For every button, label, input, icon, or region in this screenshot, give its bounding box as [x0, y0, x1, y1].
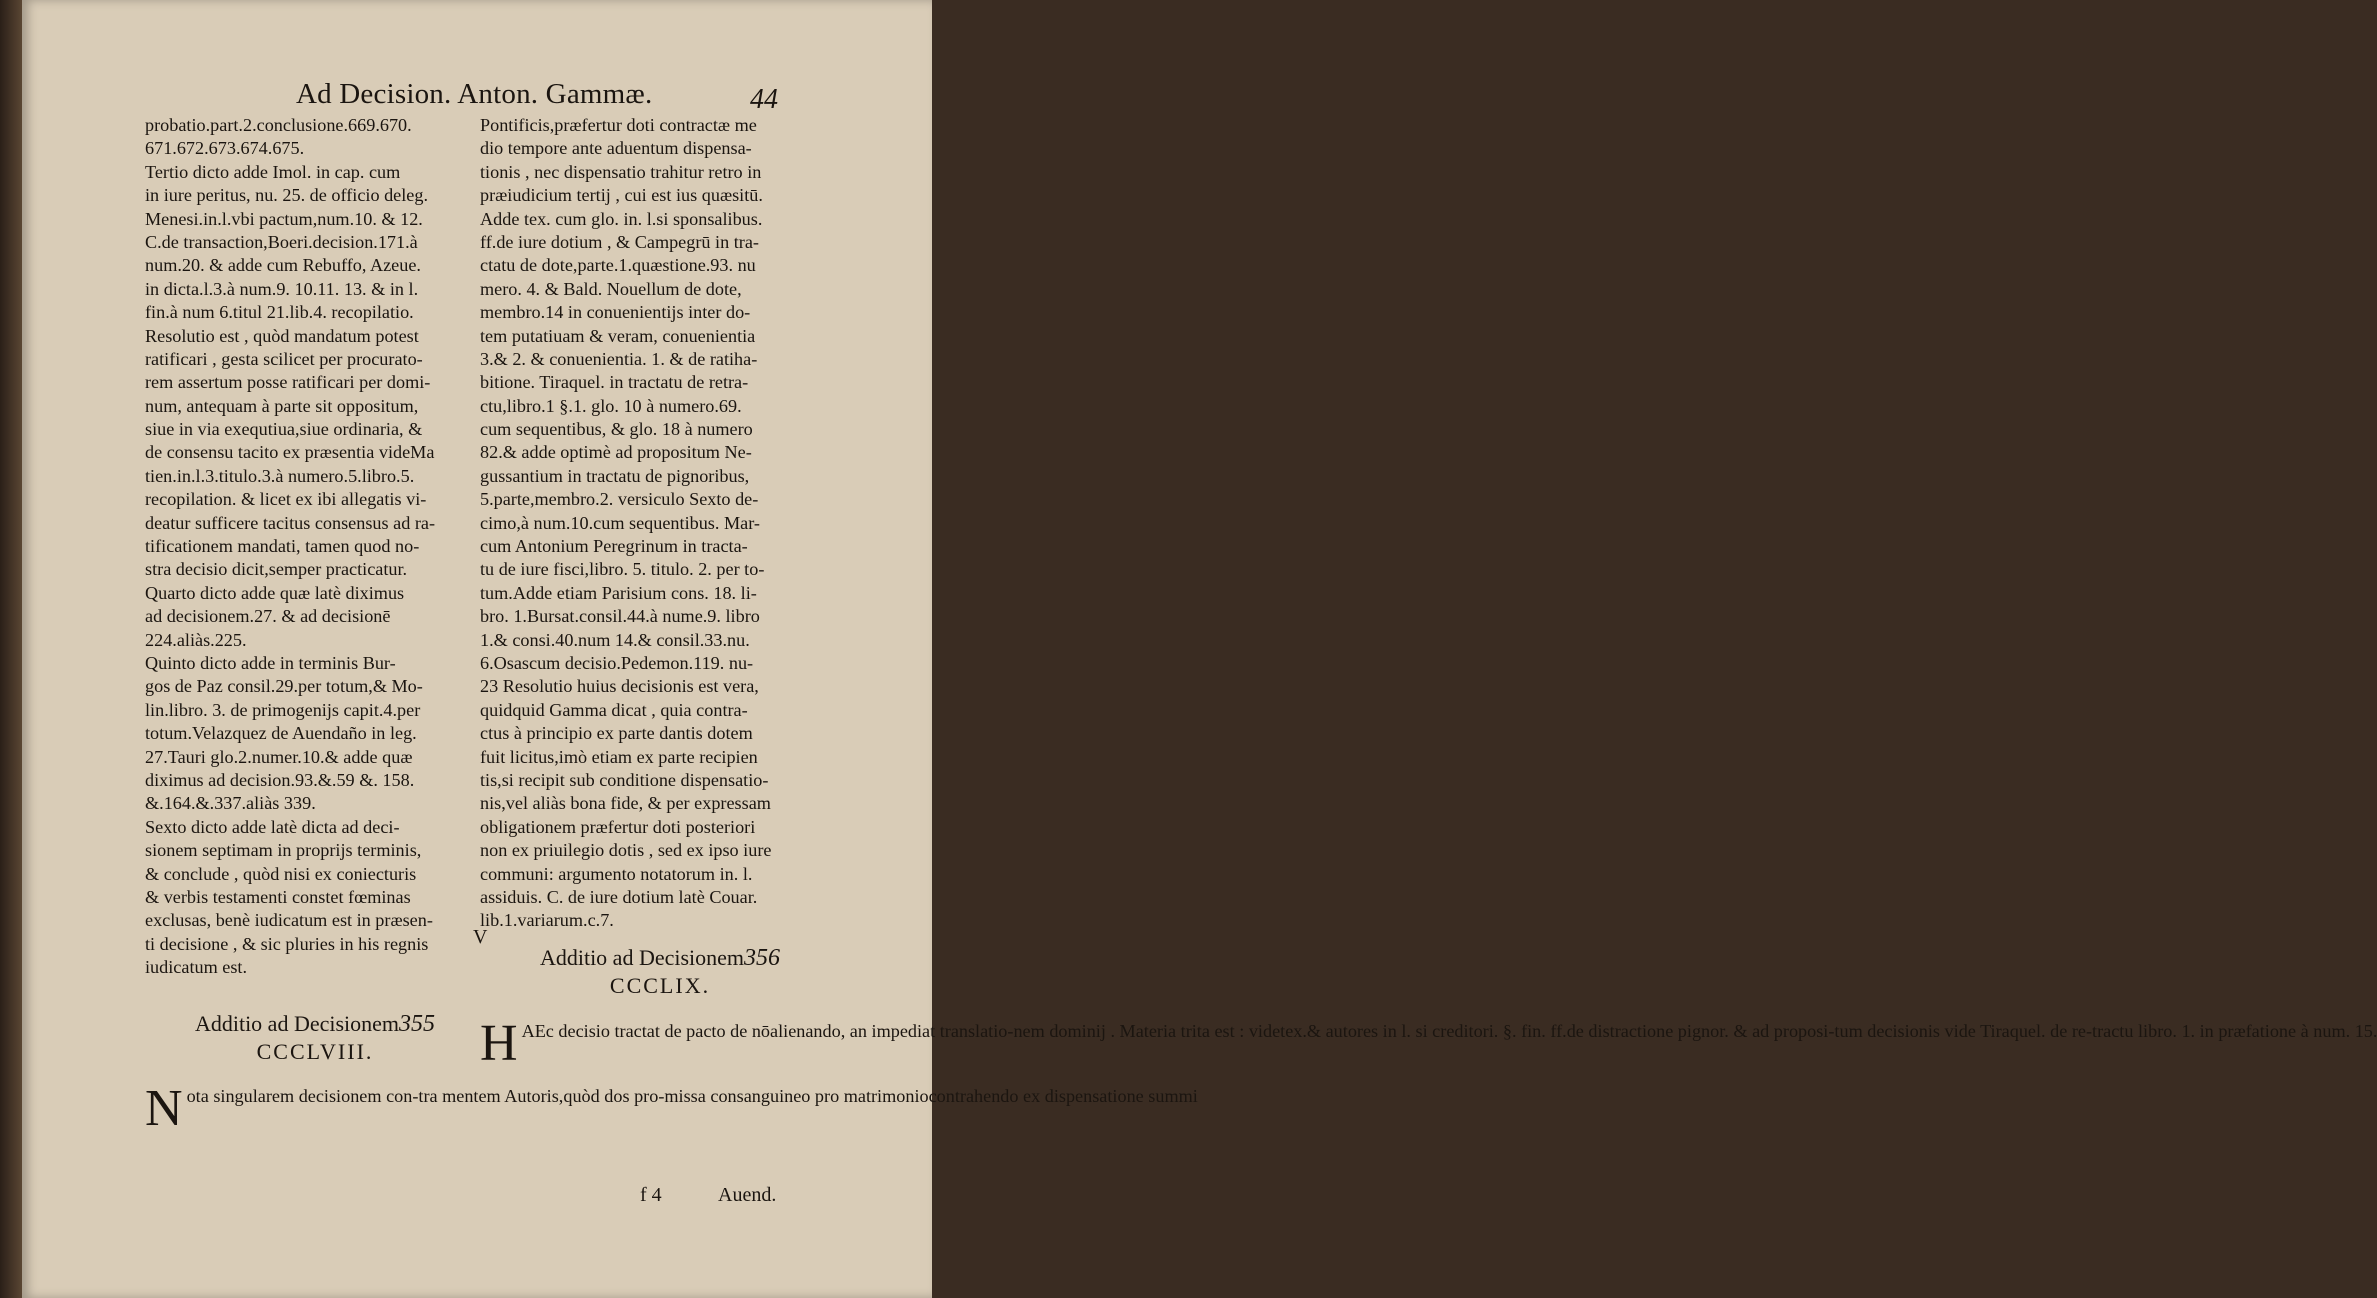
- text-line: ff.de iure dotium , & Campegrū in tra-: [480, 231, 759, 252]
- page-binding-edge: [0, 0, 22, 1298]
- text-line: dio tempore ante aduentum dispensa-: [480, 138, 752, 159]
- text-line: bitione. Tiraquel. in tractatu de retra-: [480, 372, 749, 393]
- handwritten-number-355: 355: [399, 1011, 436, 1037]
- text-line: Resolutio est , quòd mandatum potest: [145, 325, 419, 346]
- text-line: num, antequam à parte sit oppositum,: [145, 395, 419, 416]
- text-line: tien.in.l.3.titulo.3.à numero.5.libro.5.: [145, 465, 415, 486]
- section-359-body: [480, 1015, 2377, 1072]
- text-line: fin.à num 6.titul 21.lib.4. recopilatio.: [145, 302, 414, 323]
- text-line: membro.14 in conuenientijs inter do-: [480, 302, 751, 323]
- text-line: de consensu tacito ex præsentia videMa: [145, 442, 435, 463]
- text-line: de distractione pignor. & ad proposi-: [1566, 1021, 1835, 1041]
- text-line: & conclude , quòd nisi ex coniecturis: [145, 863, 417, 884]
- text-line: mero. 4. & Bald. Nouellum de dote,: [480, 278, 742, 299]
- text-line: lin.libro. 3. de primogenijs capit.4.per: [145, 699, 421, 720]
- text-line: ad decisionem.27. & ad decisionē: [145, 606, 391, 627]
- text-line: lib.1.variarum.c.7.: [480, 910, 614, 931]
- text-line: 671.672.673.674.675.: [145, 138, 305, 159]
- text-line: exclusas, benè iudicatum est in præsen-: [145, 910, 433, 931]
- text-line: gussantium in tractatu de pignoribus,: [480, 465, 750, 486]
- text-line: obligationem præfertur doti posteriori: [480, 816, 756, 837]
- dropcap-h: H: [480, 1015, 518, 1072]
- text-line: stra decisio dicit,semper practicatur.: [145, 559, 408, 580]
- text-line: C.de transaction,Boeri.decision.171.à: [145, 231, 418, 252]
- text-line: &.164.&.337.aliàs 339.: [145, 793, 316, 814]
- section-358-body: [145, 1080, 1198, 1137]
- handwritten-number-356: 356: [744, 945, 781, 971]
- text-line: bro. 1.Bursat.consil.44.à nume.9. libro: [480, 606, 760, 627]
- text-line: recopilation. & licet ex ibi allegatis vi-: [145, 489, 427, 510]
- catchword: Auend.: [718, 1184, 777, 1206]
- text-line: 3.& 2. & conuenientia. 1. & de ratiha-: [480, 348, 758, 369]
- signature-mark: f 4: [640, 1184, 662, 1206]
- text-line: diximus ad decision.93.&.59 &. 158.: [145, 769, 415, 790]
- text-line: num.20. & adde cum Rebuffo, Azeue.: [145, 255, 421, 276]
- text-line: in dicta.l.3.à num.9. 10.11. 13. & in l.: [145, 278, 419, 299]
- text-line: tra mentem Autoris,quòd dos pro-: [418, 1086, 665, 1106]
- text-line: 27.Tauri glo.2.numer.10.& adde quæ: [145, 746, 413, 767]
- text-line: non ex priuilegio dotis , sed ex ipso iure: [480, 840, 772, 861]
- text-line: ctu,libro.1 §.1. glo. 10 à numero.69.: [480, 395, 742, 416]
- left-column: [145, 114, 463, 979]
- text-line: Pontificis,præfertur doti contractæ me: [480, 115, 757, 135]
- text-line: missa consanguineo pro matrimonio: [664, 1086, 929, 1106]
- section-359-title: Additio ad Decisionem: [539, 945, 745, 970]
- text-line: Adde tex. cum glo. in. l.si sponsalibus.: [480, 208, 763, 229]
- running-header: Ad Decision. Anton. Gammæ.: [296, 78, 653, 110]
- text-line: gos de Paz consil.29.per totum,& Mo-: [145, 676, 423, 697]
- text-line: AEc decisio tractat de pacto de nō: [521, 1021, 771, 1041]
- text-line: 5.parte,membro.2. versiculo Sexto de-: [480, 489, 759, 510]
- text-line: 6.Osascum decisio.Pedemon.119. nu-: [480, 652, 754, 673]
- text-line: contrahendo ex dispensatione summi: [928, 1086, 1198, 1106]
- text-line: iudicatum est.: [145, 957, 248, 978]
- text-line: Quarto dicto adde quæ latè diximus: [145, 582, 405, 603]
- text-line: tis,si recipit sub conditione dispensatio-: [480, 769, 769, 790]
- text-line: 1.& consi.40.num 14.& consil.33.nu.: [480, 629, 750, 650]
- text-line: tem putatiuam & veram, conuenientia: [480, 325, 756, 346]
- text-line: 23 Resolutio huius decisionis est vera,: [480, 676, 759, 697]
- text-line: Tertio dicto adde Imol. in cap. cum: [145, 161, 401, 182]
- text-line: Sexto dicto adde latè dicta ad deci-: [145, 816, 400, 837]
- text-line: tum.Adde etiam Parisium cons. 18. li-: [480, 582, 757, 603]
- text-line: communi: argumento notatorum in. l.: [480, 863, 753, 884]
- text-line: 82.& adde optimè ad propositum Ne-: [480, 442, 752, 463]
- text-line: nis,vel aliàs bona fide, & per expressam: [480, 793, 771, 814]
- text-line: sionem septimam in proprijs terminis,: [145, 840, 422, 861]
- right-column: [480, 114, 792, 933]
- text-line: tractu libro. 1. in præfatione à num. 15.: [2092, 1021, 2377, 1041]
- text-line: ctus à principio ex parte dantis dotem: [480, 723, 753, 744]
- text-line: nem dominij . Materia trita est : vide: [1013, 1021, 1281, 1041]
- text-line: in iure peritus, nu. 25. de officio deleg.: [145, 185, 429, 206]
- text-line: præiudicium tertij , cui est ius quæsitū.: [480, 185, 763, 206]
- text-line: Quinto dicto adde in terminis Bur-: [145, 652, 396, 673]
- section-358-heading: [170, 1010, 460, 1066]
- text-line: & verbis testamenti constet fœminas: [145, 886, 411, 907]
- section-359-numeral: CCCLIX.: [609, 973, 711, 998]
- text-line: tificationem mandati, tamen quod no-: [145, 536, 420, 557]
- text-line: totum.Velazquez de Auendaño in leg.: [145, 723, 417, 744]
- text-line: cum Antonium Peregrinum in tracta-: [480, 536, 748, 557]
- text-line: fuit licitus,imò etiam ex parte recipien: [480, 746, 758, 767]
- text-line: probatio.part.2.conclusione.669.670.: [145, 115, 412, 135]
- text-line: tex.& autores in l. si creditori. §. fin. ff.: [1280, 1021, 1567, 1041]
- page-number: 44: [750, 84, 778, 115]
- text-line: tionis , nec dispensatio trahitur retro in: [480, 161, 762, 182]
- text-line: quidquid Gamma dicat , quia contra-: [480, 699, 748, 720]
- text-line: Menesi.in.l.vbi pactum,num.10. & 12.: [145, 208, 423, 229]
- text-line: tu de iure fisci,libro. 5. titulo. 2. per to-: [480, 559, 765, 580]
- text-line: rem assertum posse ratificari per domi-: [145, 372, 431, 393]
- margin-mark: V: [473, 926, 488, 948]
- text-line: ti decisione , & sic pluries in his regnis: [145, 933, 429, 954]
- text-line: alienando, an impediat translatio-: [770, 1021, 1014, 1041]
- text-line: assiduis. C. de iure dotium latè Couar.: [480, 886, 758, 907]
- text-line: siue in via exequtiua,siue ordinaria, &: [145, 419, 423, 440]
- dropcap-n: N: [145, 1080, 183, 1137]
- text-line: ota singularem decisionem con-: [186, 1086, 419, 1106]
- section-359-heading: [505, 944, 815, 1000]
- text-line: ratificari , gesta scilicet per procurato-: [145, 348, 423, 369]
- text-line: cum sequentibus, & glo. 18 à numero: [480, 419, 753, 440]
- text-line: ctatu de dote,parte.1.quæstione.93. nu: [480, 255, 756, 276]
- section-358-title: Additio ad Decisionem: [194, 1011, 400, 1036]
- text-line: tum decisionis vide Tiraquel. de re-: [1834, 1021, 2093, 1041]
- text-line: cimo,à num.10.cum sequentibus. Mar-: [480, 512, 760, 533]
- text-line: 224.aliàs.225.: [145, 629, 247, 650]
- text-line: deatur sufficere tacitus consensus ad ra-: [145, 512, 436, 533]
- section-358-numeral: CCCLVIII.: [256, 1039, 374, 1064]
